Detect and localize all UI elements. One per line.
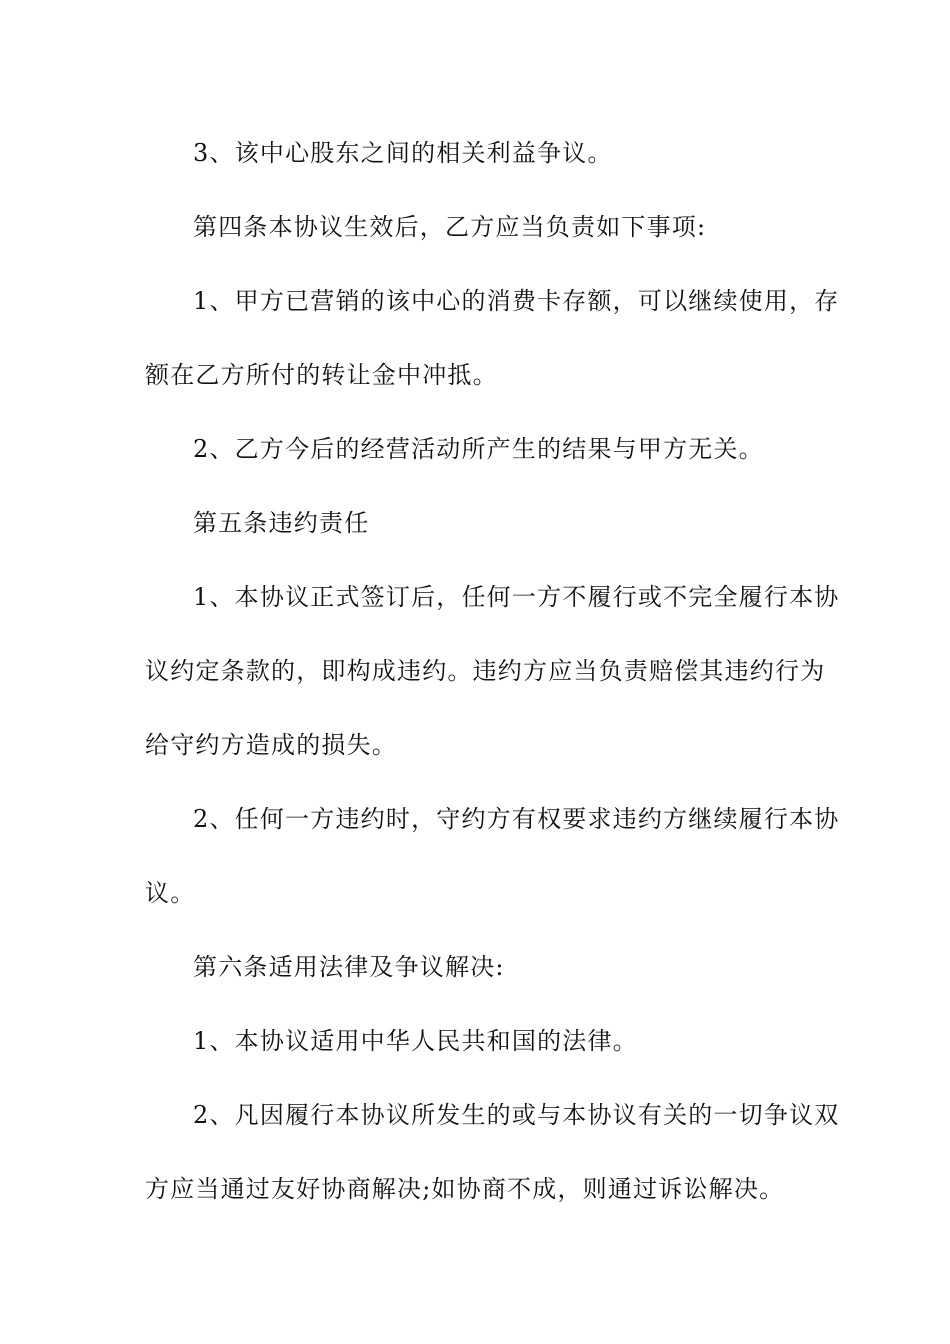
document-body <box>145 124 840 1234</box>
text-line: 第四条本协议生效后，乙方应当负责如下事项: <box>193 213 707 241</box>
text-line: 第六条适用法律及争议解决: <box>193 953 505 981</box>
text-line: 1、本协议适用中华人民共和国的法律。 <box>193 1027 638 1055</box>
text-line: 1、本协议正式签订后，任何一方不履行或不完全履行本协 <box>193 583 840 611</box>
text-line: 给守约方造成的损失。 <box>145 731 397 759</box>
text-line: 第五条违约责任 <box>193 509 370 537</box>
text-line: 议。 <box>145 879 196 907</box>
text-line: 2、乙方今后的经营活动所产生的结果与甲方无关。 <box>193 435 764 463</box>
text-line: 2、任何一方违约时，守约方有权要求违约方继续履行本协 <box>193 805 840 833</box>
text-line: 1、甲方已营销的该中心的消费卡存额，可以继续使用，存 <box>193 287 840 315</box>
text-line: 3、该中心股东之间的相关利益争议。 <box>193 139 613 167</box>
text-line: 额在乙方所付的转让金中冲抵。 <box>145 361 498 389</box>
text-line: 方应当通过友好协商解决;如协商不成，则通过诉讼解决。 <box>145 1175 785 1203</box>
text-line: 议约定条款的，即构成违约。违约方应当负责赔偿其违约行为 <box>145 657 826 685</box>
text-line: 2、凡因履行本协议所发生的或与本协议有关的一切争议双 <box>193 1101 840 1129</box>
